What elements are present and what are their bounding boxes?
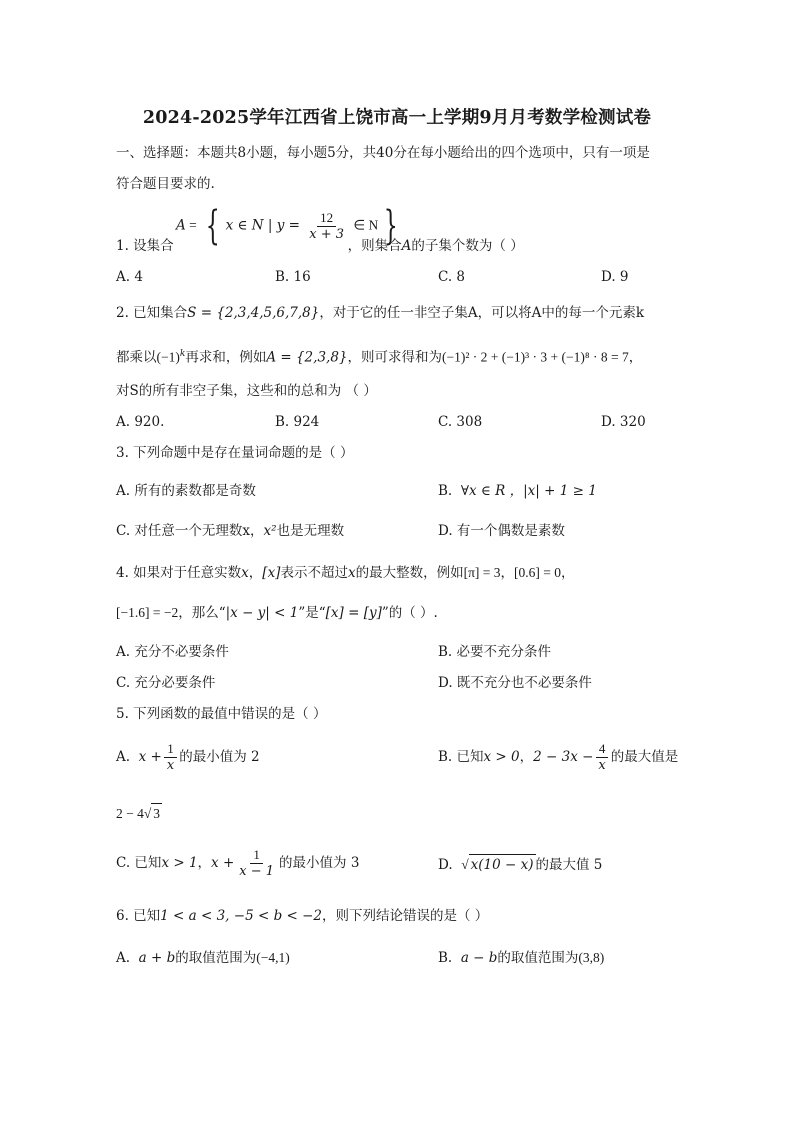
q3-option-c[interactable]: C. 对任意一个无理数x，x²也是无理数 <box>116 523 345 539</box>
q5-option-b[interactable]: B. 已知x > 0，2 − 3x − $\frac{4}{x}$ 的最大值是 <box>438 741 679 773</box>
q4-stem-line1: 4. 如果对于任意实数x，[x]表示不超过x的最大整数，例如[π] = 3，[0.6] = 0， <box>116 565 575 581</box>
q5-option-a[interactable]: A. x + $\frac{1}{x}$ 的最小值为 2 <box>116 741 260 773</box>
q6-stem: 6. 已知1 < a < 3, −5 < b < −2，则下列结论错误的是（ ） <box>116 908 489 924</box>
page-title: 2024-2025学年江西省上饶市高一上学期9月月考数学检测试卷 <box>142 108 652 128</box>
section-header-cont: 符合题目要求的. <box>116 176 215 192</box>
q2-option-d[interactable]: D. 320 <box>601 414 646 430</box>
q2-stem-line3: 对S的所有非空子集，这些和的总和为 （ ） <box>116 383 377 399</box>
q1-set-definition: A = { x ∈ N | y = $\frac{12}{x + 3}$ ∈ N } <box>176 203 398 249</box>
q1-option-c[interactable]: C. 8 <box>438 269 466 285</box>
q1-stem: 1. 设集合 ，则集合A的子集个数为（ ） <box>116 238 524 254</box>
q1-option-d[interactable]: D. 9 <box>601 269 629 285</box>
q5-option-c[interactable]: C. 已知x > 1，x + $\frac{1}{x - 1}$ 的最小值为 3 <box>116 847 360 879</box>
q4-option-d[interactable]: D. 既不充分也不必要条件 <box>438 675 592 691</box>
q4-option-a[interactable]: A. 充分不必要条件 <box>116 644 229 660</box>
q2-option-a[interactable]: A. 920. <box>116 414 165 430</box>
q1-option-a[interactable]: A. 4 <box>116 269 143 285</box>
q4-stem-line2: [−1.6] = −2，那么“|x − y| < 1”是“[x] = [y]”的（ ）. <box>116 605 438 621</box>
q2-stem-line1: 2. 已知集合S = {2,3,4,5,6,7,8}，对于它的任一非空子集A，可以将A中的每一个元素k <box>116 305 645 321</box>
q3-stem: 3. 下列命题中是存在量词命题的是（ ） <box>116 445 354 461</box>
q3-option-b[interactable]: B. ∀x ∈ R ，|x| + 1 ≥ 1 <box>438 483 597 499</box>
q4-option-c[interactable]: C. 充分必要条件 <box>116 675 216 691</box>
q6-option-a[interactable]: A. a + b的取值范围为(−4,1) <box>116 950 290 966</box>
q4-option-b[interactable]: B. 必要不充分条件 <box>438 644 552 660</box>
q6-option-b[interactable]: B. a − b的取值范围为(3,8) <box>438 950 605 966</box>
q2-option-b[interactable]: B. 924 <box>275 414 320 430</box>
q3-option-d[interactable]: D. 有一个偶数是素数 <box>438 523 565 539</box>
q2-option-c[interactable]: C. 308 <box>438 414 483 430</box>
q3-option-a[interactable]: A. 所有的素数都是奇数 <box>116 483 256 499</box>
q1-option-b[interactable]: B. 16 <box>275 269 311 285</box>
q5-option-b-cont: 2 − 4√ 3 <box>116 803 162 824</box>
section-header: 一、选择题：本题共8小题，每小题5分，共40分在每小题给出的四个选项中，只有一项是 <box>116 145 650 161</box>
q2-stem-line2: 都乘以$(-1)^k$再求和，例如A = {2,3,8}，则可求得和为(−1)² · 2 + (−1)³ · 3 + (−1)⁸ · 8 = 7， <box>116 349 643 366</box>
q1-fraction: $\frac{12}{x + 3}$ <box>309 209 345 242</box>
q5-stem: 5. 下列函数的最值中错误的是（ ） <box>116 706 327 722</box>
q5-option-d[interactable]: D. √ x(10 − x) 的最大值 5 <box>438 854 602 875</box>
